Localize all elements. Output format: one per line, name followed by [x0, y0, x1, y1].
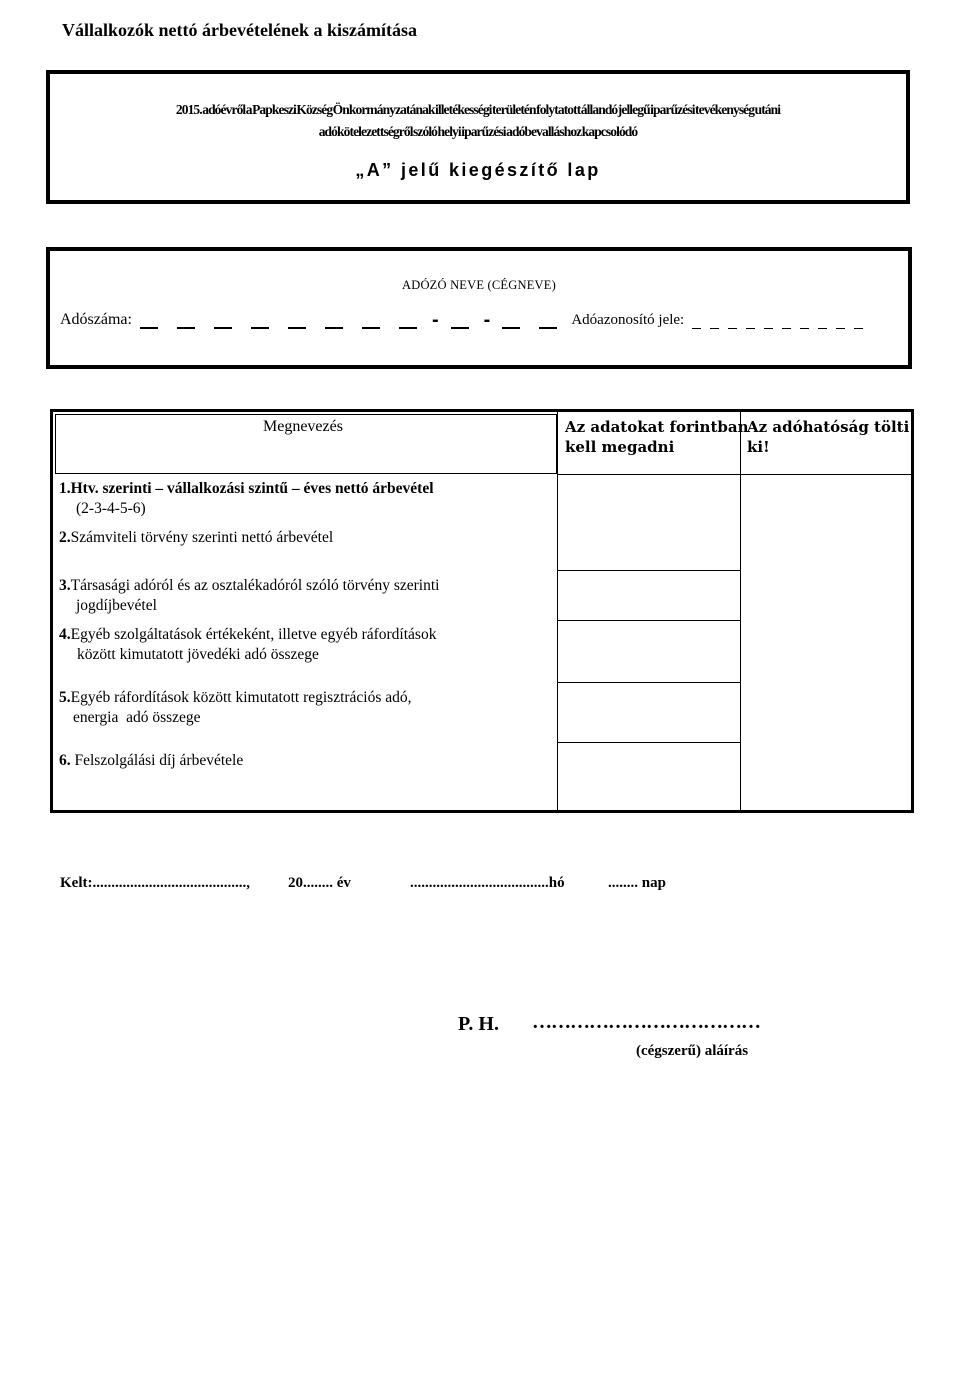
row-label: Egyéb ráfordítások között kimutatott regisztrációs adó,	[70, 689, 412, 706]
row-label-cont: között kimutatott jövedéki adó összege	[77, 646, 319, 663]
tax-number-row	[60, 311, 872, 329]
header-amount-line-1: Az adatokat forintban	[565, 418, 749, 436]
row-label: Számviteli törvény szerinti nettó árbevétel	[70, 529, 334, 546]
taxpayer-box	[46, 247, 912, 369]
digit-blank[interactable]	[836, 316, 845, 329]
digit-blank[interactable]	[728, 316, 737, 329]
digit-blank[interactable]	[692, 316, 701, 329]
row-divider	[557, 742, 740, 743]
digit-blank[interactable]	[539, 313, 557, 329]
year-field[interactable]: 20........ év	[288, 875, 351, 891]
header-authority-line-1: Az adóhatóság tölti	[747, 418, 910, 436]
column-divider	[557, 412, 558, 810]
row-number: 2.	[59, 529, 71, 546]
digit-blank[interactable]	[451, 313, 469, 329]
column-divider	[740, 412, 741, 810]
table-row	[59, 479, 434, 519]
row-number: 5.	[59, 689, 71, 706]
day-field[interactable]: ........ nap	[608, 875, 666, 891]
separator-dash: -	[483, 309, 491, 331]
form-header-box	[46, 70, 910, 204]
stamp-placeholder: P. H.	[458, 1013, 499, 1035]
tax-id-field[interactable]	[692, 316, 872, 329]
digit-blank[interactable]	[710, 316, 719, 329]
digit-blank[interactable]	[782, 316, 791, 329]
row-label-cont: (2-3-4-5-6)	[76, 500, 146, 517]
digit-blank[interactable]	[800, 316, 809, 329]
revenue-table	[50, 409, 914, 813]
row-divider	[557, 620, 740, 621]
digit-blank[interactable]	[746, 316, 755, 329]
table-row	[59, 576, 439, 616]
row-number: 4.	[59, 626, 71, 643]
digit-blank[interactable]	[325, 313, 343, 329]
header-amount-line-2: kell megadni	[565, 438, 675, 456]
intro-text	[50, 99, 906, 143]
row-divider	[557, 682, 740, 683]
signature-line[interactable]: ………………………………	[532, 1011, 760, 1033]
digit-blank[interactable]	[502, 313, 520, 329]
signature-label: (cégszerű) aláírás	[636, 1043, 749, 1059]
digit-blank[interactable]	[288, 313, 306, 329]
digit-blank[interactable]	[214, 313, 232, 329]
row-label: Egyéb szolgáltatások értékeként, illetve egyéb ráfordítások	[70, 626, 437, 643]
row-label: Htv. szerinti – vállalkozási szintű – éves nettó árbevétel	[70, 480, 434, 497]
digit-blank[interactable]	[362, 313, 380, 329]
place-field[interactable]: Kelt:.........................................,	[60, 875, 250, 891]
digit-blank[interactable]	[177, 313, 195, 329]
separator-dash: -	[431, 309, 439, 331]
digit-blank[interactable]	[251, 313, 269, 329]
digit-blank[interactable]	[140, 313, 158, 329]
row-label: Társasági adóról és az osztalékadóról szóló törvény szerinti	[70, 577, 440, 594]
row-number: 1.	[59, 480, 71, 497]
table-row	[59, 751, 243, 771]
row-label: Felszolgálási díj árbevétele	[70, 752, 244, 769]
table-row	[59, 625, 436, 665]
page-title: Vállalkozók nettó árbevételének a kiszámítása	[62, 20, 417, 40]
intro-line-2: adókötelezettségről szóló helyi iparűzési adóbevalláshoz kapcsolódó	[318, 124, 638, 139]
row-divider	[557, 570, 740, 571]
tax-number-label: Adószáma:	[60, 311, 132, 328]
row-number: 6.	[59, 752, 71, 769]
digit-blank[interactable]	[399, 313, 417, 329]
row-number: 3.	[59, 577, 71, 594]
digit-blank[interactable]	[818, 316, 827, 329]
tax-id-label: Adóazonosító jele:	[571, 312, 685, 328]
row-label-cont: energia adó összege	[73, 709, 201, 726]
taxpayer-name-label: ADÓZÓ NEVE (CÉGNEVE)	[402, 278, 556, 292]
row-label-cont: jogdíjbevétel	[76, 597, 157, 614]
digit-blank[interactable]	[854, 316, 863, 329]
table-row	[59, 528, 333, 548]
header-divider	[557, 474, 911, 475]
form-subtitle: „A” jelű kiegészítő lap	[355, 160, 601, 180]
header-amount	[565, 417, 749, 457]
intro-line-1: 2015. adóévről a Papkeszi Község Önkormányzatának illetékességi területén folytatott állandó jellegű iparűzési tevékenység utáni	[175, 102, 781, 117]
table-row	[59, 688, 412, 728]
header-authority-line-2: ki!	[747, 438, 770, 456]
header-authority	[747, 417, 909, 457]
digit-blank[interactable]	[764, 316, 773, 329]
month-field[interactable]: .....................................hó	[410, 875, 565, 891]
tax-number-field[interactable]	[140, 311, 571, 329]
header-name: Megnevezés	[263, 418, 343, 435]
